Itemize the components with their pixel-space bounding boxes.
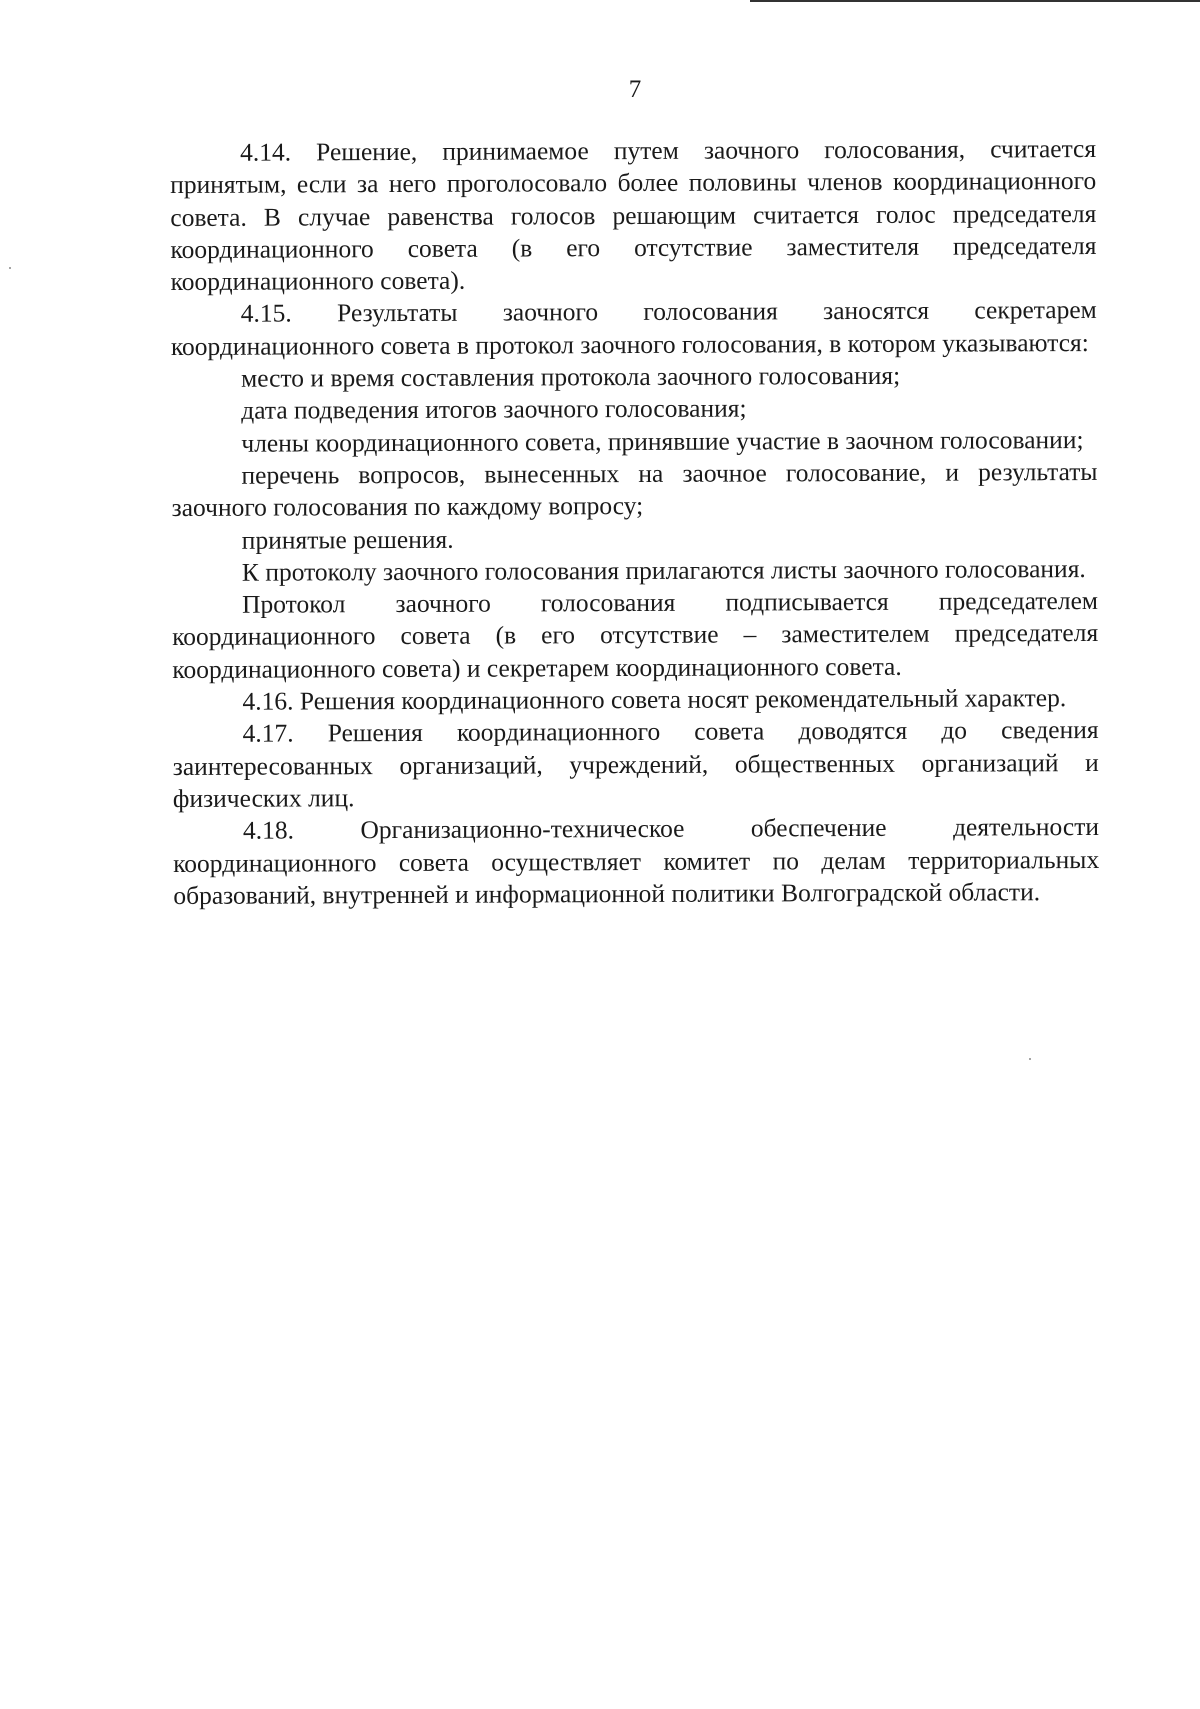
list-item-members: члены координационного совета, принявшие участие в заочном голосовании; <box>241 424 1084 458</box>
page-number: 7 <box>628 76 642 103</box>
list-item-decisions: принятые решения. <box>241 524 454 555</box>
paragraph-attachments: К протоколу заочного голосования прилагаются листы заочного голосования. <box>241 553 1086 587</box>
paragraph-4-16: 4.16. Решения координационного совета носят рекомендательный характер. <box>242 683 1067 716</box>
document-body <box>170 133 1099 912</box>
paragraph-signature: Протокол заочного голосования подписывается председателем координационного совета (в его отсутствие – заместителем председателя координационного совета) и секретарем координационного совета. <box>172 586 1099 684</box>
scan-top-border <box>750 0 1200 2</box>
scan-speck <box>1029 1058 1031 1060</box>
paragraph-4-18: 4.18. Организационно-техническое обеспечение деятельности координационного совета осуществляет комитет по делам территориальных образований, внутренней и информационной политики Волгоградской области. <box>173 812 1100 910</box>
list-item-place-time: место и время составления протокола заочного голосования; <box>240 360 901 393</box>
paragraph-4-15: 4.15. Результаты заочного голосования заносятся секретарем координационного совета в протокол заочного голосования, в котором указываются: <box>170 295 1097 361</box>
scan-speck <box>9 267 11 269</box>
list-item-date: дата подведения итогов заочного голосования; <box>241 393 747 426</box>
list-item-questions: перечень вопросов, вынесенных на заочное голосование, и результаты заочного голосования по каждому вопросу; <box>171 456 1098 523</box>
paragraph-4-14: 4.14. Решение, принимаемое путем заочного голосования, считается принятым, если за него проголосовало более половины членов координационного совета. В случае равенства голосов решающим считается голос председателя координационного совета (в его отсутствие заместителя председателя координационного совета). <box>170 133 1097 297</box>
paragraph-4-17: 4.17. Решения координационного совета доводятся до сведения заинтересованных организаций, учреждений, общественных организаций и физических лиц. <box>172 715 1099 813</box>
